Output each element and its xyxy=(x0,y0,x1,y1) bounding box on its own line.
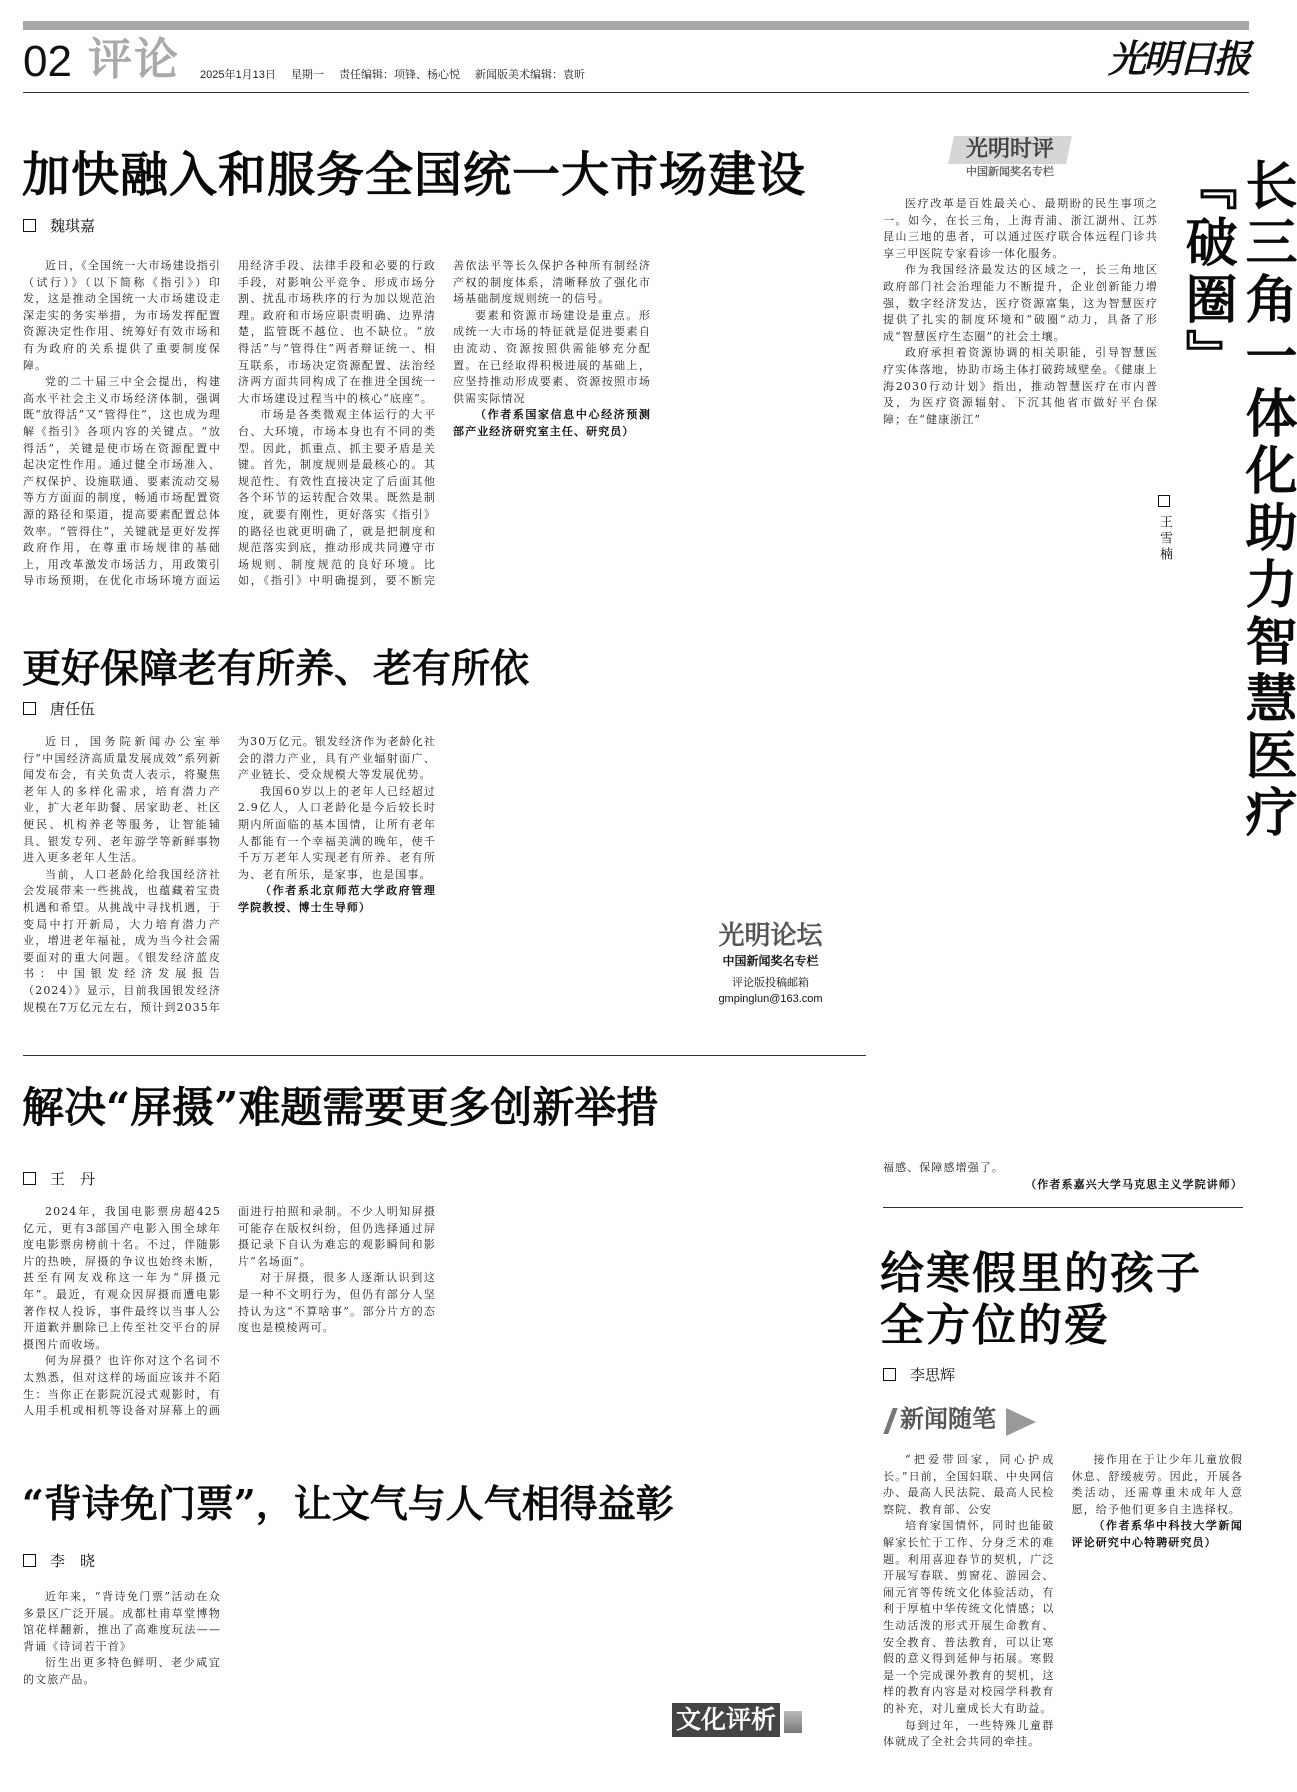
article6-headline-line1: 给寒假里的孩子 xyxy=(880,1248,1202,1299)
badge-blocks-icon xyxy=(784,1711,802,1733)
issue-date: 2025年1月13日 xyxy=(200,69,276,81)
author-note: （作者系北京师范大学政府管理学院教授、博士生导师） xyxy=(238,885,436,914)
header-divider xyxy=(23,92,1249,93)
forum-email[interactable]: gmpinglun@163.com xyxy=(718,993,823,1005)
author-note: （作者系国家信息中心经济预测部产业经济研究室主任、研究员） xyxy=(453,409,651,438)
paragraph: 我国60岁以上的老年人已经超过2.9亿人，人口老龄化是今后较长时期内所面临的基本国情，让所有老年人都能有一个幸福美满的晚年，使千千万万老年人实现老有所养、老有所为、老有所乐，是家事，也是国事。 xyxy=(238,784,436,881)
paragraph: 近日，国务院新闻办公室举行“中国经济高质量发展成效”系列新闻发布会，有关负责人表示，将聚焦老年人的多样化需求，培育潜力产业，扩大老年助餐、居家助老、社区便民、机构养老等服务，让智能辅具、银发专列、老年游学等新鲜事物进入更多老年人生活。 xyxy=(23,735,221,865)
article5-byline xyxy=(1155,495,1174,563)
article1-headline: 加快融入和服务全国统一大市场建设 xyxy=(22,147,807,203)
byline-box-icon xyxy=(23,1554,36,1567)
article3-byline xyxy=(23,1170,95,1188)
badge-title: 光明时评 xyxy=(965,136,1054,161)
page-number: 02 xyxy=(23,37,72,86)
news-essay-badge xyxy=(888,1402,1038,1442)
paragraph: 市场是各类微观主体运行的大平台、大环境，市场本身也有不同的类型。因此，抓重点、抓主要矛盾是关键。首先，制度规则是最核心的。其规范性、有效性直接决定了后面其他各个环节的运转配合效果。既然是制度，就要有刚性，更好落实《指引》的路径也就更明确了，就是把制度和规范落实到底，推动形成共同遵守市场规则、制度规范的良好环境。比如，《指引》中明确提到，要不断完善依法平等长久保护各种所有制经济产权的制度体系，清晰释放了强化市场基础制度规则统一的信号。 xyxy=(238,259,651,588)
article2-headline: 更好保障老有所养、老有所依 xyxy=(22,646,530,692)
byline-box-icon xyxy=(23,702,36,715)
article3-body xyxy=(23,1204,866,1436)
paragraph: 医疗改革是百姓最关心、最期盼的民生事项之一。如今，在长三角，上海青浦、浙江湖州、江苏昆山三地的患者，可以通过医疗联合体远程门诊共享三甲医院专家看诊一体化服务。 xyxy=(883,197,1158,260)
article6-body xyxy=(883,1452,1243,1770)
article4-headline: “背诗免门票”，让文气与人气相得益彰 xyxy=(22,1481,674,1526)
guangming-shiping-badge xyxy=(945,134,1075,186)
forum-email-label: 评论版投稿邮箱 xyxy=(732,977,809,989)
article1-body xyxy=(23,258,866,592)
paragraph: 接作用在于让少年儿童放假休息、舒缓疲劳。因此，开展各类活动，还需尊重未成年人意愿，给予他们更多自主选择权。 xyxy=(1071,1453,1243,1516)
article6-author: 李思辉 xyxy=(910,1366,956,1384)
article3-author: 王 丹 xyxy=(50,1170,96,1188)
article4-author: 李 晓 xyxy=(50,1552,96,1570)
article5-author-note: （作者系嘉兴大学马克思主义学院讲师） xyxy=(1025,1178,1243,1191)
paragraph: 每到过年，一些特殊儿童群体就成了全社会共同的牵挂。 xyxy=(883,1718,1055,1749)
article4-byline xyxy=(23,1552,95,1570)
paragraph: 近日，《全国统一大市场建设指引（试行）》（以下简称《指引》）印发，这是推动全国统一大市场建设走深走实的务实举措，为市场发挥配置资源决定性作用、统筹好有效市场和有为政府的关系提供了重要制度保障。 xyxy=(23,259,221,372)
article6-headline-line2: 全方位的爱 xyxy=(880,1300,1110,1351)
paragraph: 党的二十届三中全会提出，构建高水平社会主义市场经济体制，强调既“放得活”又“管得住”，这也成为理解《指引》各项内容的关键点。“放得活”，关键是使市场在资源配置中起决定性作用。通过健全市场准入、产权保护、设施联通、要素流动交易等方方面面的制度，畅通市场配置资源的路径和渠道，提高要素配置总体效率。“管得住”，关键就是更好发挥政府作用，在尊重市场规律的基础上，用改革激发市场活力，用政策引导市场预期，在优化市场环境方面运用经济手段、法律手段和必要的行政手段，对影响公平竞争、形成市场分割、扰乱市场秩序的行为加以规范治理。政府和市场应职责明确、边界清楚，监管既不越位、也不缺位。“放得活”与“管得住”两者辩证统一、相互联系，市场决定资源配置、法治经济两方面共同构成了在推进全国统一大市场建设过程当中的核心“底座”。 xyxy=(23,259,436,588)
badge-arrow-icon xyxy=(1006,1408,1036,1436)
forum-title: 光明论坛 xyxy=(718,920,823,950)
responsible-editors: 责任编辑：项锋、杨心悦 xyxy=(338,69,460,81)
byline-box-icon xyxy=(883,1368,896,1381)
article5-ending xyxy=(883,1160,1243,1200)
article6-byline xyxy=(883,1366,955,1384)
badge-title: 文化评析 xyxy=(672,1703,780,1737)
paragraph: 2024年，我国电影票房超425亿元，更有3部国产电影入围全球年度电影票房榜前十名。不过，伴随影片的热映，屏摄的争议也始终未断，甚至有网友戏称这一年为“屏摄元年”。最近，有观众因屏摄而遭电影著作权人投诉，事件最终以当事人公开道歉并删除已上传至社交平台的屏摄图片而收场。 xyxy=(23,1205,221,1351)
paragraph: 政府承担着资源协调的相关职能，引导智慧医疗实体落地，协助市场主体打破跨域壁垒。《健康上海2030行动计划》指出，推动智慧医疗在市内普及，为医疗资源辐射、下沉其他省市做好平台保障；在“健康浙江” xyxy=(883,346,1158,426)
badge-subtitle: 中国新闻奖名专栏 xyxy=(966,166,1054,178)
byline-box-icon xyxy=(23,1172,36,1185)
section-divider xyxy=(23,1055,866,1056)
badge-title: 新闻随笔 xyxy=(900,1406,996,1433)
article1-byline xyxy=(23,217,95,235)
paragraph: 要素和资源市场建设是重点。形成统一大市场的特征就是促进要素自由流动、资源按照供需能够充分配置。在已经取得积极进展的基础上，应坚持推动形成要素、资源按照市场供需实际情况 xyxy=(453,308,651,405)
article5-author: 王雪楠 xyxy=(1157,515,1172,563)
article2-byline xyxy=(23,700,95,718)
article2-author: 唐任伍 xyxy=(50,700,96,718)
forum-subtitle: 中国新闻奖名专栏 xyxy=(722,954,819,968)
paragraph: 对于屏摄，很多人逐渐认识到这是一种不文明行为，但仍有部分人坚持认为这“不算啥事”。部分片方的态度也是模棱两可。 xyxy=(238,1271,436,1335)
issue-meta xyxy=(200,68,597,82)
article5-closing: 福感、保障感增强了。 xyxy=(883,1161,1004,1174)
top-gray-bar xyxy=(23,21,1249,30)
paragraph: 近年来，“背诗免门票”活动在众多景区广泛开展。成都杜甫草堂博物馆花样翻新，推出了高难度玩法——背诵《诗词若干首》 xyxy=(23,1590,221,1653)
paragraph: 何为屏摄？也许你对这个名词不太熟悉，但对这样的场面应该并不陌生：当你正在影院沉浸式观影时，有人用手机或相机等设备对屏幕上的画面进行拍照和录制。不少人明知屏摄可能存在版权纠纷，但仍选择通过屏摄记录下自认为难忘的观影瞬间和影片“名场面”。 xyxy=(23,1205,436,1418)
masthead-logo: 光明日报 xyxy=(1108,36,1249,81)
right-divider xyxy=(883,1207,1243,1208)
paragraph: 作为我国经济最发达的区域之一，长三角地区政府部门社会治理能力不断提升，企业创新能力增强，数字经济发达，医疗资源富集，这为智慧医疗提供了扎实的制度环境和“破圈”动力，具备了形成“智慧医疗生态圈”的社会土壤。 xyxy=(883,263,1158,343)
badge-slash-icon xyxy=(883,1408,897,1434)
section-name: 评论 xyxy=(88,34,180,85)
issue-weekday: 星期一 xyxy=(290,69,324,81)
culture-review-badge xyxy=(672,1703,802,1737)
article1-author: 魏琪嘉 xyxy=(50,217,96,235)
author-note: （作者系华中科技大学新闻评论研究中心特聘研究员） xyxy=(1071,1520,1243,1549)
art-editor: 新闻版美术编辑：袁昕 xyxy=(475,69,586,81)
paragraph: 当前，人口老龄化给我国经济社会发展带来一些挑战，也蕴藏着宝贵机遇和希望。从挑战中寻找机遇，于变局中打开新局，大力培育潜力产业，增进老年福祉，成为当今社会需要面对的重大问题。《银发经济蓝皮书：中国银发经济发展报告（2024）》显示，目前我国银发经济规模在7万亿元左右，预计到2035年为30万亿元。银发经济作为老龄化社会的潜力产业，具有产业辐射面广、产业链长、受众规模大等发展优势。 xyxy=(23,735,436,1014)
paragraph: “把爱带回家，同心护成长。”日前，全国妇联、中央网信办、最高人民法院、最高人民检察院、教育部、公安 xyxy=(883,1453,1055,1516)
paragraph: 衍生出更多特色鲜明、老少咸宜的文旅产品。 xyxy=(23,1656,221,1686)
byline-box-icon xyxy=(23,219,36,232)
article4-body xyxy=(23,1589,866,1774)
article3-headline: 解决“屏摄”难题需要更多创新举措 xyxy=(22,1083,659,1132)
paragraph: 培育家国情怀，同时也能破解家长忙于工作、分身乏术的难题。利用喜迎春节的契机，广泛开展写春联、剪窗花、游园会、闹元宵等传统文化体验活动，有利于厚植中华传统文化情感；以生动活泼的形式开展生命教育、安全教育、普法教育，可以让寒假的意义得到延伸与拓展。寒假是一个完成课外教育的契机，这样的教育内容是对校园学科教育的补充，对儿童成长大有助益。 xyxy=(883,1519,1055,1715)
article5-body xyxy=(883,196,1158,1181)
article6-headline xyxy=(880,1248,1202,1352)
byline-box-icon xyxy=(1158,495,1170,507)
guangming-forum-badge xyxy=(688,918,853,1038)
article5-headline: 长三角一体化助力智慧医疗『破圈』 xyxy=(1176,158,1297,842)
